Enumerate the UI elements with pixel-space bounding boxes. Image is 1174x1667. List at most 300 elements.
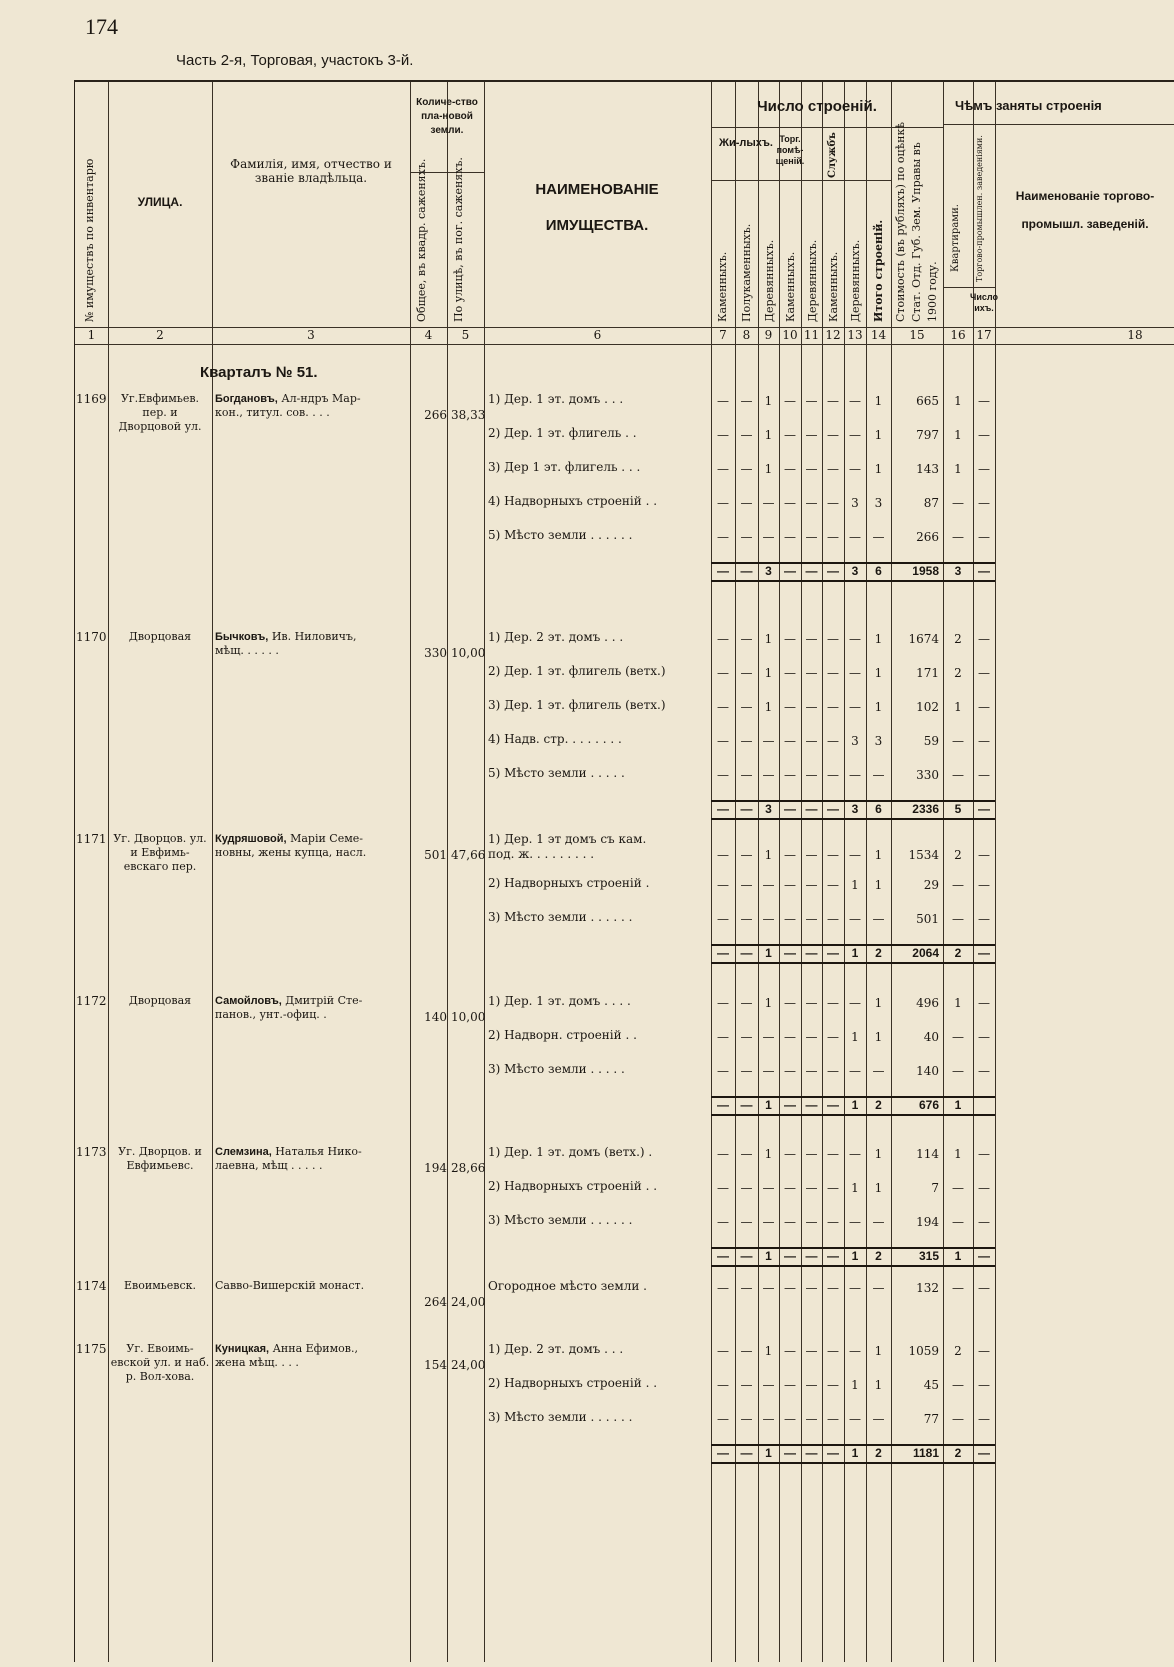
- item-cell: 3: [851, 734, 859, 748]
- item-cell: —: [872, 912, 885, 926]
- row-rule: [943, 287, 995, 288]
- item-cell: —: [952, 1215, 964, 1229]
- col-header-count: Число ихъ.: [970, 292, 998, 313]
- column-rule: [844, 82, 845, 1662]
- item-cell: —: [784, 1215, 796, 1229]
- col-header-street-length: По улицѣ, въ пог. саженяхъ.: [452, 157, 465, 322]
- item-cell: —: [717, 1344, 729, 1358]
- page-subtitle: Часть 2-я, Торговая, участокъ 3-й.: [176, 52, 414, 69]
- total-cell: 2: [954, 1446, 962, 1460]
- col-number: 8: [742, 328, 751, 342]
- item-cell: —: [978, 462, 990, 476]
- entry-id: 1171: [76, 832, 107, 846]
- total-cell: 6: [875, 802, 882, 816]
- item-valuation: 87: [923, 496, 939, 510]
- item-cell: —: [827, 496, 839, 510]
- item-cell: —: [784, 1181, 796, 1195]
- col-number: 7: [719, 328, 727, 342]
- col-number: 3: [307, 328, 315, 342]
- item-cell: —: [717, 1378, 729, 1392]
- col-header-buildings-count: Число строеній.: [757, 98, 877, 115]
- owner-surname: Богдановъ,: [215, 393, 278, 405]
- total-cell: —: [717, 564, 729, 578]
- item-cell: —: [849, 632, 861, 646]
- item-valuation: 1059: [908, 1344, 939, 1358]
- item-cell: —: [762, 1412, 775, 1426]
- item-cell: —: [740, 1378, 753, 1392]
- item-cell: —: [978, 912, 990, 926]
- item-cell: —: [717, 768, 729, 782]
- item-cell: —: [978, 632, 990, 646]
- item-cell: —: [717, 462, 729, 476]
- item-cell: —: [740, 848, 753, 862]
- entry-area: 140: [424, 1010, 447, 1024]
- entry-street-length: 38,33: [451, 408, 486, 422]
- col-header-trade: Торг. помѣ-щеній.: [775, 134, 805, 166]
- item-cell: 3: [851, 496, 859, 510]
- item-name: 3) Мѣсто земли . . . . .: [488, 1062, 625, 1076]
- column-rule: [711, 82, 712, 1662]
- item-cell: —: [805, 700, 818, 714]
- item-cell: —: [849, 1412, 861, 1426]
- col-header-c10: Каменныхъ.: [784, 251, 797, 322]
- item-valuation: 140: [916, 1064, 939, 1078]
- item-cell: —: [849, 848, 861, 862]
- entry-street: Дворцовая: [128, 630, 192, 643]
- item-name: 5) Мѣсто земли . . . . . .: [488, 528, 633, 542]
- item-cell: —: [784, 1412, 796, 1426]
- owner-details: Маріи Семе- новны, жены купца, насл.: [215, 832, 367, 859]
- total-cell: —: [717, 1249, 729, 1263]
- item-cell: —: [740, 1281, 753, 1295]
- item-cell: —: [805, 1030, 818, 1044]
- item-cell: —: [978, 734, 990, 748]
- item-cell: 1: [874, 878, 883, 892]
- column-rule: [822, 82, 823, 1662]
- item-cell: —: [978, 1030, 990, 1044]
- entry-owner: [215, 1342, 407, 1370]
- item-cell: —: [849, 768, 861, 782]
- col-number: 15: [909, 328, 925, 342]
- total-cell: —: [784, 946, 796, 960]
- item-cell: —: [849, 996, 861, 1010]
- item-cell: —: [717, 848, 729, 862]
- total-cell: —: [740, 1446, 753, 1460]
- item-cell: —: [952, 734, 964, 748]
- col-header-residential: Жи-лыхъ.: [719, 137, 773, 149]
- column-rule: [447, 82, 448, 1662]
- item-valuation: 1674: [908, 632, 939, 646]
- item-cell: —: [827, 848, 839, 862]
- item-cell: —: [784, 996, 796, 1010]
- total-cell: 2: [954, 946, 962, 960]
- total-cell: 2: [875, 1446, 882, 1460]
- owner-surname: Слемзина,: [215, 1146, 272, 1158]
- item-cell: 1: [874, 394, 883, 408]
- entry-owner: [215, 1279, 407, 1293]
- item-cell: 1: [874, 848, 883, 862]
- item-cell: 1: [764, 428, 773, 442]
- item-cell: 1: [764, 394, 773, 408]
- col-number: 4: [424, 328, 433, 342]
- total-cell: —: [717, 1098, 729, 1112]
- item-cell: —: [717, 912, 729, 926]
- total-cell: —: [805, 946, 818, 960]
- item-cell: —: [952, 530, 964, 544]
- total-cell: 3: [765, 564, 772, 578]
- item-cell: —: [805, 1215, 818, 1229]
- item-cell: —: [978, 996, 990, 1010]
- item-cell: 1: [764, 666, 773, 680]
- total-cell: —: [978, 564, 990, 578]
- total-cell: 5: [954, 802, 962, 816]
- item-cell: 1: [954, 1147, 962, 1161]
- page-number: 174: [85, 14, 118, 39]
- col-header-establishment-names: Наименованіе торгово-промышл. заведеній.: [1015, 189, 1155, 231]
- item-cell: —: [827, 1147, 839, 1161]
- item-cell: —: [978, 1412, 990, 1426]
- item-cell: —: [762, 1064, 775, 1078]
- item-cell: —: [740, 878, 753, 892]
- item-cell: 1: [874, 462, 883, 476]
- total-cell: 3: [765, 802, 772, 816]
- item-cell: —: [717, 734, 729, 748]
- item-name: 1) Дер. 1 эт домъ съ кам. под. ж. . . . . . . . .: [488, 832, 647, 861]
- item-cell: —: [849, 700, 861, 714]
- total-cell: —: [784, 1098, 796, 1112]
- total-cell: —: [740, 802, 753, 816]
- item-cell: —: [740, 530, 753, 544]
- item-name: 1) Дер. 1 эт. домъ (ветх.) .: [488, 1145, 653, 1159]
- item-cell: 1: [874, 666, 883, 680]
- item-name: 1) Дер. 2 эт. домъ . . .: [488, 630, 624, 644]
- item-cell: —: [827, 632, 839, 646]
- entry-owner: [215, 392, 407, 420]
- item-cell: —: [717, 394, 729, 408]
- item-cell: —: [717, 1147, 729, 1161]
- item-cell: —: [872, 1215, 885, 1229]
- item-cell: —: [827, 394, 839, 408]
- item-cell: —: [784, 700, 796, 714]
- item-cell: —: [827, 1215, 839, 1229]
- row-rule: [75, 327, 1174, 328]
- item-cell: —: [827, 428, 839, 442]
- item-cell: —: [762, 1215, 775, 1229]
- column-rule: [973, 82, 974, 1662]
- entry-area: 330: [424, 646, 447, 660]
- item-cell: —: [762, 530, 775, 544]
- item-cell: 1: [954, 394, 962, 408]
- item-cell: —: [827, 996, 839, 1010]
- total-valuation: 2064: [912, 946, 939, 960]
- item-cell: —: [872, 1064, 885, 1078]
- item-cell: —: [952, 1378, 964, 1392]
- total-cell: 1: [765, 946, 772, 960]
- total-cell: —: [784, 1446, 796, 1460]
- item-name: 1) Дер. 1 эт. домъ . . . .: [488, 994, 631, 1008]
- col-header-inventory-number: № имуществъ по инвентарю: [83, 158, 96, 322]
- item-cell: —: [717, 496, 729, 510]
- total-cell: 2: [875, 1249, 882, 1263]
- item-cell: —: [805, 462, 818, 476]
- total-cell: —: [978, 802, 990, 816]
- item-cell: 1: [874, 1147, 883, 1161]
- item-cell: —: [784, 878, 796, 892]
- col-header-occupied-by: Чѣмъ заняты строенія: [955, 98, 1102, 113]
- item-cell: 1: [851, 1030, 859, 1044]
- total-cell: 1: [765, 1098, 772, 1112]
- col-header-property-name: НАИМЕНОВАНІЕ ИМУЩЕСТВА.: [535, 181, 659, 234]
- item-cell: —: [740, 768, 753, 782]
- item-cell: —: [872, 1281, 885, 1295]
- entry-street-length: 10,00: [451, 646, 486, 660]
- owner-surname: Самойловъ,: [215, 995, 282, 1007]
- item-cell: —: [784, 912, 796, 926]
- item-cell: —: [805, 1344, 818, 1358]
- item-cell: 1: [764, 996, 773, 1010]
- item-cell: 1: [874, 1181, 883, 1195]
- total-cell: —: [717, 1446, 729, 1460]
- item-cell: —: [805, 1378, 818, 1392]
- column-rule: [801, 82, 802, 1662]
- item-cell: —: [978, 1181, 990, 1195]
- item-cell: —: [827, 530, 839, 544]
- item-cell: —: [978, 1215, 990, 1229]
- item-name: 5) Мѣсто земли . . . . .: [488, 766, 625, 780]
- item-valuation: 171: [916, 666, 939, 680]
- quarter-title: Кварталъ № 51.: [200, 364, 318, 381]
- col-number: 14: [870, 328, 887, 342]
- col-number: 2: [156, 328, 164, 342]
- item-cell: —: [805, 1281, 818, 1295]
- item-valuation: 77: [923, 1412, 939, 1426]
- item-cell: 1: [954, 462, 962, 476]
- item-cell: —: [740, 1412, 753, 1426]
- col-header-total-buildings: Итого строеній.: [872, 219, 885, 322]
- column-rule: [735, 82, 736, 1662]
- col-number: 11: [803, 328, 820, 342]
- entry-street-length: 28,66: [451, 1161, 486, 1175]
- entry-owner: [215, 1145, 407, 1173]
- item-cell: —: [717, 428, 729, 442]
- item-cell: —: [717, 1281, 729, 1295]
- entry-street-length: 47,66: [451, 848, 486, 862]
- item-cell: —: [740, 394, 753, 408]
- col-number: 6: [593, 328, 602, 342]
- total-cell: 6: [875, 564, 882, 578]
- total-cell: —: [784, 1249, 796, 1263]
- total-cell: —: [784, 802, 796, 816]
- column-rule: [758, 82, 759, 1662]
- item-cell: —: [952, 768, 964, 782]
- item-cell: —: [784, 1344, 796, 1358]
- total-valuation: 2336: [912, 802, 939, 816]
- item-cell: —: [717, 1215, 729, 1229]
- item-cell: —: [762, 1030, 775, 1044]
- item-cell: —: [784, 1281, 796, 1295]
- item-cell: 1: [764, 1344, 773, 1358]
- item-cell: —: [827, 462, 839, 476]
- item-cell: —: [827, 734, 839, 748]
- total-valuation: 315: [918, 1249, 939, 1263]
- total-cell: —: [740, 946, 753, 960]
- item-cell: —: [784, 530, 796, 544]
- item-cell: —: [849, 462, 861, 476]
- item-cell: —: [827, 1064, 839, 1078]
- item-valuation: 194: [916, 1215, 939, 1229]
- item-cell: —: [717, 1181, 729, 1195]
- row-rule: [711, 818, 995, 820]
- col-header-c8: Полукаменныхъ.: [740, 223, 753, 322]
- item-cell: —: [740, 1147, 753, 1161]
- entry-area: 194: [424, 1161, 447, 1175]
- item-cell: —: [784, 462, 796, 476]
- item-cell: —: [740, 1030, 753, 1044]
- item-cell: —: [740, 912, 753, 926]
- item-name: 1) Дер. 2 эт. домъ . . .: [488, 1342, 624, 1356]
- row-rule: [943, 124, 1174, 125]
- item-cell: —: [827, 1378, 839, 1392]
- total-cell: —: [827, 946, 839, 960]
- item-cell: —: [717, 996, 729, 1010]
- item-cell: 1: [851, 1181, 859, 1195]
- column-rule: [995, 82, 996, 1662]
- item-name: 2) Дер. 1 эт. флигель (ветх.): [488, 664, 666, 678]
- item-cell: —: [762, 1378, 775, 1392]
- item-valuation: 102: [916, 700, 939, 714]
- item-cell: —: [978, 530, 990, 544]
- item-cell: 1: [874, 1378, 883, 1392]
- item-cell: —: [952, 912, 964, 926]
- entry-area: 266: [424, 408, 447, 422]
- item-cell: —: [805, 496, 818, 510]
- col-header-valuation: Стоимость (въ рубляхъ) по оцѣнкѣ Стат. Отд. Губ. Зем. Управы въ 1900 году.: [894, 121, 939, 322]
- entry-id: 1170: [76, 630, 107, 644]
- item-cell: —: [805, 912, 818, 926]
- col-header-c13: Деревянныхъ.: [849, 239, 862, 322]
- item-cell: —: [762, 768, 775, 782]
- item-cell: —: [784, 666, 796, 680]
- item-cell: —: [978, 1378, 990, 1392]
- col-header-trade-establishments: Торгово-промышлен. заведеніями.: [975, 135, 984, 282]
- col-number: 18: [1127, 328, 1143, 342]
- column-rule: [212, 82, 213, 1662]
- item-cell: —: [849, 1344, 861, 1358]
- item-cell: —: [952, 1064, 964, 1078]
- entry-id: 1172: [76, 994, 107, 1008]
- item-cell: —: [978, 1147, 990, 1161]
- item-cell: —: [805, 632, 818, 646]
- item-valuation: 496: [916, 996, 939, 1010]
- total-cell: 1: [765, 1249, 772, 1263]
- item-cell: —: [805, 428, 818, 442]
- row-rule: [711, 1462, 995, 1464]
- item-cell: —: [978, 848, 990, 862]
- item-cell: —: [978, 700, 990, 714]
- item-valuation: 45: [923, 1378, 939, 1392]
- item-name: 2) Надворныхъ строеній . .: [488, 1179, 658, 1193]
- item-cell: —: [784, 496, 796, 510]
- item-cell: 2: [954, 848, 962, 862]
- item-cell: 1: [954, 428, 962, 442]
- item-cell: 1: [851, 878, 859, 892]
- owner-details: Наталья Нико- лаевна, мѣщ . . . . .: [215, 1145, 362, 1172]
- item-cell: —: [805, 1412, 818, 1426]
- item-cell: —: [849, 1215, 861, 1229]
- item-cell: —: [762, 912, 775, 926]
- total-valuation: 676: [918, 1098, 939, 1112]
- col-number: 5: [461, 328, 470, 342]
- item-cell: —: [849, 1064, 861, 1078]
- item-cell: —: [762, 1281, 775, 1295]
- inventory-table: [74, 80, 1174, 1662]
- item-cell: —: [849, 530, 861, 544]
- item-name: 3) Мѣсто земли . . . . . .: [488, 910, 633, 924]
- total-valuation: 1958: [912, 564, 939, 578]
- owner-details: Анна Ефимов., жена мѣщ. . . .: [215, 1342, 358, 1369]
- entry-id: 1173: [76, 1145, 107, 1159]
- column-rule: [866, 82, 867, 1662]
- item-cell: —: [762, 878, 775, 892]
- item-valuation: 132: [916, 1281, 939, 1295]
- item-cell: —: [827, 700, 839, 714]
- item-cell: 3: [874, 496, 883, 510]
- entry-street-length: 24,00: [451, 1358, 486, 1372]
- item-cell: —: [827, 1030, 839, 1044]
- total-cell: —: [740, 1249, 753, 1263]
- total-cell: —: [805, 1098, 818, 1112]
- item-cell: —: [827, 912, 839, 926]
- item-cell: —: [952, 878, 964, 892]
- column-rule: [410, 82, 411, 1662]
- item-cell: —: [717, 1030, 729, 1044]
- item-name: 1) Дер. 1 эт. домъ . . .: [488, 392, 624, 406]
- column-rule: [891, 82, 892, 1662]
- total-cell: —: [717, 946, 729, 960]
- column-rule: [779, 82, 780, 1662]
- total-cell: —: [827, 1098, 839, 1112]
- item-valuation: 501: [916, 912, 939, 926]
- total-cell: 1: [765, 1446, 772, 1460]
- item-cell: —: [849, 666, 861, 680]
- item-cell: —: [978, 1064, 990, 1078]
- entry-street: Уг.Евфимьев. пер. и Дворцовой ул.: [118, 392, 202, 433]
- total-cell: —: [827, 1446, 839, 1460]
- item-cell: —: [784, 1030, 796, 1044]
- entry-street: Уг. Дворцов. ул. и Евфимь-евскаго пер.: [113, 832, 207, 873]
- item-cell: —: [717, 632, 729, 646]
- item-cell: —: [784, 1378, 796, 1392]
- entry-street: Уг. Евоимь-евской ул. и наб. р. Вол-хова.: [110, 1342, 210, 1383]
- total-cell: —: [740, 564, 753, 578]
- item-cell: —: [740, 1064, 753, 1078]
- owner-details: Ив. Ниловичъ, мѣщ. . . . . .: [215, 630, 357, 657]
- total-cell: 1: [954, 1098, 962, 1112]
- item-cell: —: [952, 1281, 964, 1295]
- item-valuation: 114: [916, 1147, 939, 1161]
- item-cell: —: [849, 1147, 861, 1161]
- col-number: 9: [764, 328, 773, 342]
- item-cell: —: [805, 1147, 818, 1161]
- item-cell: —: [805, 530, 818, 544]
- total-cell: —: [827, 1249, 839, 1263]
- total-cell: —: [784, 564, 796, 578]
- item-cell: —: [827, 1344, 839, 1358]
- item-cell: —: [849, 394, 861, 408]
- item-cell: —: [784, 848, 796, 862]
- total-cell: 2: [875, 946, 882, 960]
- item-cell: —: [784, 1064, 796, 1078]
